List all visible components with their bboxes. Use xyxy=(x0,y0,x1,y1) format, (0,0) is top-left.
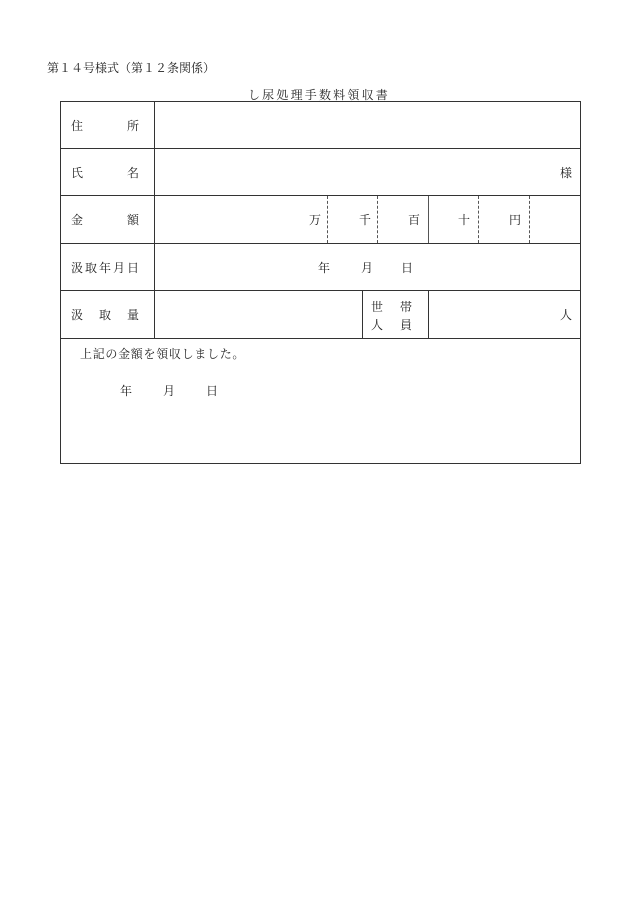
date-unit-month: 月 xyxy=(361,260,374,275)
label-char: 名 xyxy=(126,165,139,180)
receipt-date-month: 月 xyxy=(163,384,176,398)
label-char: 住 xyxy=(71,118,84,133)
receipt-date xyxy=(120,383,218,399)
collection-date-label-cell xyxy=(61,244,155,290)
label-char: 額 xyxy=(126,213,139,227)
household-label-setai xyxy=(371,297,412,315)
receipt-statement-row xyxy=(61,339,580,463)
collection-quantity-row xyxy=(61,291,580,339)
amount-cell-en xyxy=(479,196,530,243)
form-number: 第１４号様式（第１２条関係） xyxy=(47,61,216,75)
household-members-label-cell xyxy=(363,291,429,338)
label-char: 月 xyxy=(112,260,125,275)
amount-row xyxy=(61,196,580,244)
collection-quantity-label-cell xyxy=(61,291,155,338)
amount-cell-hyaku xyxy=(378,196,429,243)
collection-quantity-value-cell xyxy=(155,291,363,338)
name-value-cell xyxy=(155,149,580,195)
label-char: 汲 xyxy=(71,260,84,275)
label-char: 世 xyxy=(371,299,384,314)
amount-unit-man: 万 xyxy=(308,213,321,227)
household-members-value-cell xyxy=(429,291,580,338)
label-char: 汲 xyxy=(71,308,84,322)
date-unit-year: 年 xyxy=(318,260,331,275)
name-label-cell xyxy=(61,149,155,195)
address-label-cell xyxy=(61,102,155,148)
date-unit-day: 日 xyxy=(401,260,414,275)
address-label xyxy=(71,102,139,148)
receipt-statement: 上記の金額を領収しました。 xyxy=(80,347,246,361)
name-suffix: 様 xyxy=(559,165,572,180)
amount-unit-en: 円 xyxy=(508,213,521,227)
collection-date-units xyxy=(318,244,413,290)
collection-date-label xyxy=(71,244,139,290)
label-char: 人 xyxy=(371,317,384,332)
household-label-line-1 xyxy=(363,297,428,315)
receipt-date-day: 日 xyxy=(206,384,219,398)
label-char: 帯 xyxy=(399,299,412,314)
label-char: 量 xyxy=(126,308,139,322)
label-char: 員 xyxy=(399,317,412,332)
address-row xyxy=(61,102,580,149)
receipt-date-year: 年 xyxy=(120,384,133,398)
household-suffix: 人 xyxy=(559,308,572,322)
amount-cell-juu xyxy=(429,196,479,243)
amount-label-cell xyxy=(61,196,155,243)
address-value-cell xyxy=(155,102,580,148)
receipt-form-table xyxy=(60,101,581,464)
document-title: し尿処理手数料領収書 xyxy=(247,88,390,102)
household-label-line-2 xyxy=(363,315,428,333)
label-char: 取 xyxy=(84,260,97,275)
amount-label xyxy=(71,196,139,243)
amount-cell-sen xyxy=(328,196,378,243)
amount-unit-sen: 千 xyxy=(358,213,371,227)
amount-unit-juu: 十 xyxy=(457,213,470,227)
name-label xyxy=(71,149,139,195)
label-char: 取 xyxy=(98,308,111,322)
label-char: 所 xyxy=(126,118,139,133)
collection-quantity-label xyxy=(71,291,139,338)
household-label-jinin xyxy=(371,315,412,333)
label-char: 日 xyxy=(126,260,139,275)
amount-cell-man xyxy=(155,196,328,243)
label-char: 氏 xyxy=(71,165,84,180)
collection-date-row xyxy=(61,244,580,291)
label-char: 年 xyxy=(98,260,111,275)
amount-unit-hyaku: 百 xyxy=(407,213,420,227)
name-row xyxy=(61,149,580,196)
label-char: 金 xyxy=(71,213,84,227)
